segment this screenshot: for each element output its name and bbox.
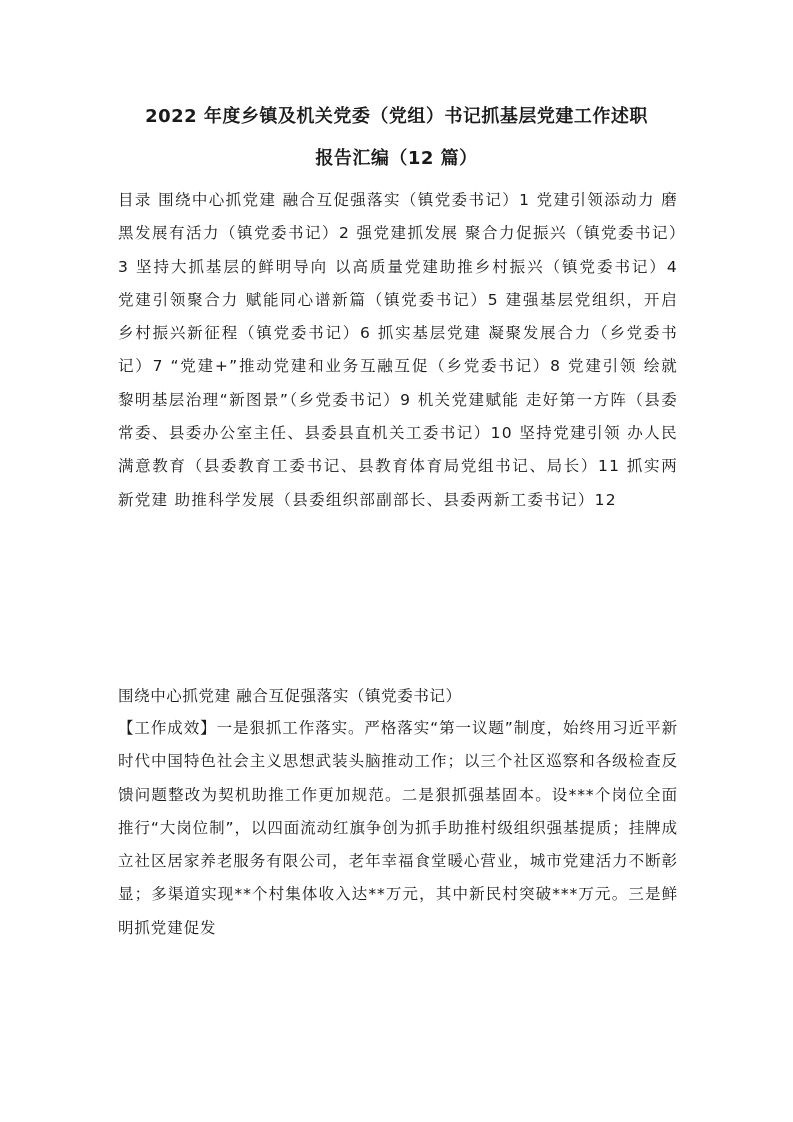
document-title-line1: 2022 年度乡镇及机关党委（党组）书记抓基层党建工作述职 bbox=[145, 106, 648, 127]
body-paragraph bbox=[118, 712, 678, 945]
document-title-line2: 报告汇编（12 篇） bbox=[315, 148, 478, 169]
section-heading: 围绕中心抓党建 融合互促强落实（镇党委书记） bbox=[118, 687, 462, 705]
paragraph-label: 【工作成效】 bbox=[118, 719, 217, 737]
paragraph-text: 一是狠抓工作落实。严格落实“第一议题”制度，始终用习近平新时代中国特色社会主义思想武装头脑推动工作；以三个社区巡察和各级检查反馈问题整改为契机助推工作更加规范。二是狠抓强基固本。设***个岗位全面推行“大岗位制”，以四面流动红旗争创为抓手助推村级组织强基提质；挂牌成立社区居家养老服务有限公司，老年幸福食堂暖心营业，城市党建活力不断彰显；多渠道实现**个村集体收入达**万元，其中新民村突破***万元。三是鲜明抓党建促发 bbox=[118, 719, 678, 937]
table-of-contents: 目录 围绕中心抓党建 融合互促强落实（镇党委书记）1 党建引领添动力 磨黑发展有活力（镇党委书记）2 强党建抓发展 聚合力促振兴（镇党委书记）3 坚持大抓基层的鲜明导向 以高质量党建助推乡村振兴（镇党委书记）4 党建引领聚合力 赋能同心谱新篇（镇党委书记）5 建强基层党组织，开启乡村振兴新征程（镇党委书记）6 抓实基层党建 凝聚发展合力（乡党委书记）7 “党建+”推动党建和业务互融互促（乡党委书记）8 党建引领 绘就黎明基层治理“新图景”（乡党委书记）9 机关党建赋能 走好第一方阵（县委常委、县委办公室主任、县委县直机关工委书记）10 坚持党建引领 办人民满意教育（县委教育工委书记、县教育体育局党组书记、局长）11 抓实两新党建 助推科学发展（县委组织部副部长、县委两新工委书记）12 bbox=[118, 191, 678, 509]
